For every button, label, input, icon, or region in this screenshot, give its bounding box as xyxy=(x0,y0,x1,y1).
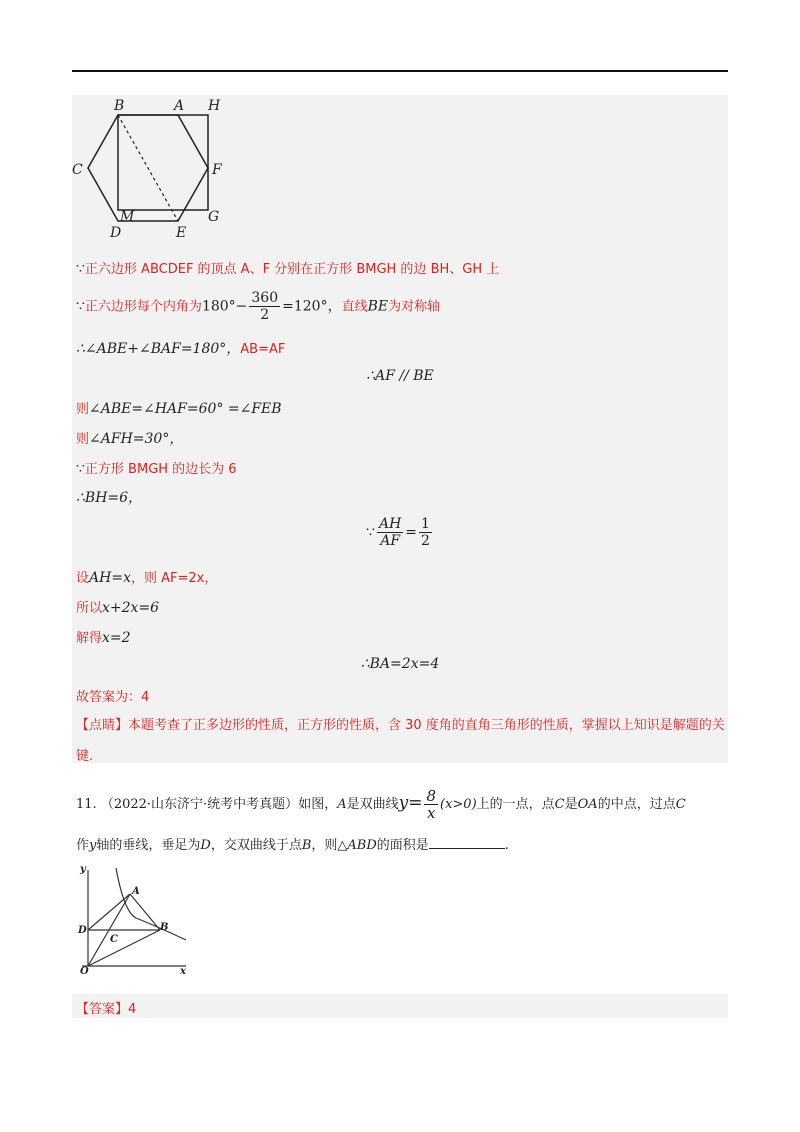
question-text: 是 xyxy=(564,797,578,812)
solution-line-3 xyxy=(76,338,285,358)
math-var: A xyxy=(337,797,347,812)
line-text: 则 xyxy=(76,402,90,417)
solution-line-10 xyxy=(76,567,217,586)
solution-line-13: ∴BA=2x=4 xyxy=(360,656,440,672)
label-o: O xyxy=(80,966,89,977)
math-expr: x=2 xyxy=(102,630,131,646)
question-text: 轴的垂线，垂足为 xyxy=(96,838,201,853)
math-var: ABD xyxy=(347,838,377,853)
question-text: 上的一点，点 xyxy=(476,797,555,812)
question-text: 的中点，过点 xyxy=(597,797,676,812)
answer-panel xyxy=(72,994,728,1018)
label-c2: C xyxy=(110,934,118,945)
solution-line-2 xyxy=(76,290,440,323)
fraction-denominator: 2 xyxy=(421,533,430,549)
math-var: D xyxy=(200,838,211,853)
segment-ab xyxy=(130,894,160,930)
header-rule xyxy=(72,70,728,72)
label-g: G xyxy=(208,209,220,225)
math-expr: (x>0) xyxy=(440,797,477,812)
question-number: 11. xyxy=(76,797,97,812)
label-c: C xyxy=(72,162,83,178)
hyperbola-figure xyxy=(76,862,196,978)
question-text: ，则△ xyxy=(311,838,348,853)
line-text: 为对称轴 xyxy=(388,299,441,315)
fraction-denominator: 2 xyxy=(260,307,270,323)
fraction xyxy=(249,290,280,323)
math-var: C xyxy=(675,797,686,812)
line-text: 所以 xyxy=(76,601,103,616)
solution-line-9 xyxy=(0,516,800,549)
fraction-denominator: x xyxy=(427,804,436,822)
because-symbol: ∵ xyxy=(76,298,85,315)
line-text: 解得 xyxy=(76,631,103,646)
math-expr: x+2x=6 xyxy=(102,600,160,616)
dashed-line-be xyxy=(118,115,178,221)
solution-line-6 xyxy=(76,428,183,448)
label-y: y xyxy=(80,864,86,875)
label-f: F xyxy=(212,162,222,178)
solution-line-12 xyxy=(76,627,131,646)
question-source: （2022·山东济宁·统考中考真题） xyxy=(100,797,299,812)
line-text: 设 xyxy=(76,571,90,586)
label-x: x xyxy=(180,966,186,977)
label-m: M xyxy=(120,209,135,225)
fraction-numerator: AH xyxy=(378,516,402,532)
line-text: ，则 AF=2x， xyxy=(130,571,218,586)
question-text: 的面积是 xyxy=(376,838,429,853)
square-shape xyxy=(118,115,208,210)
math-expr: = xyxy=(405,524,418,541)
math-var: BE xyxy=(367,298,389,315)
line-text: 正方形 BMGH 的边长为 6 xyxy=(84,462,237,477)
solution-answer-line: 故答案为：4 xyxy=(76,690,150,705)
solution-line-7 xyxy=(76,458,237,477)
solution-line-4: ∴AF // BE xyxy=(366,368,434,384)
math-var: B xyxy=(301,838,312,853)
hyperbola-curve xyxy=(116,868,186,940)
tips-note: 【点睛】本题考查了正多边形的性质，正方形的性质，含 30 度角的直角三角形的性质，掌握以上知识是解题的关键. xyxy=(76,718,725,764)
fraction-denominator: AF xyxy=(380,533,401,549)
solution-line-1 xyxy=(76,258,499,277)
line-text: 则 xyxy=(76,432,90,447)
math-var: OA xyxy=(577,797,598,812)
solution-line-5 xyxy=(76,398,282,417)
label-b: B xyxy=(114,98,125,114)
question-text: 作 xyxy=(76,838,90,853)
fraction xyxy=(424,788,438,821)
answer-text: 【答案】4 xyxy=(76,1002,137,1017)
line-text: AB=AF xyxy=(240,342,286,357)
math-expr: =120°， xyxy=(282,298,342,315)
question-text: . xyxy=(504,838,509,853)
math-expr: y= xyxy=(398,793,423,813)
math-expr: ∴∠ABE+∠BAF=180°， xyxy=(76,341,241,357)
solution-line-11 xyxy=(76,597,159,616)
label-a: A xyxy=(174,98,185,114)
question-text: 如图， xyxy=(298,797,338,812)
question-text: 是双曲线 xyxy=(346,797,399,812)
because-symbol: ∵ xyxy=(76,261,85,277)
answer-blank xyxy=(429,836,505,849)
math-expr: 180°− xyxy=(201,298,248,315)
label-b2: B xyxy=(160,922,169,933)
line-text: 正六边形每个内角为 xyxy=(84,299,202,315)
fraction-numerator: 8 xyxy=(426,787,437,805)
question-line-2 xyxy=(76,834,509,853)
label-h: H xyxy=(208,98,221,114)
math-expr: AH=x xyxy=(89,570,131,586)
math-var: C xyxy=(554,797,565,812)
because-symbol: ∵ xyxy=(76,461,85,477)
fraction xyxy=(419,516,432,549)
math-expr: ∠AFH=30°， xyxy=(89,431,184,447)
question-line-1 xyxy=(76,788,686,821)
label-d: D xyxy=(110,225,122,241)
fraction-numerator: 1 xyxy=(421,516,430,532)
line-text: 直线 xyxy=(341,299,368,315)
line-text: 正六边形 ABCDEF 的顶点 A、F 分别在正方形 BMGH 的边 BH、GH 上 xyxy=(84,262,500,277)
label-e: E xyxy=(176,225,187,241)
hexagon-square-figure xyxy=(70,95,250,245)
solution-line-8: ∴BH=6， xyxy=(76,490,143,506)
label-d2: D xyxy=(78,925,87,936)
question-text: ，交双曲线于点 xyxy=(210,838,302,853)
segment-da xyxy=(88,894,130,930)
fraction xyxy=(377,516,403,549)
fraction-numerator: 360 xyxy=(251,290,279,306)
because-symbol: ∵ xyxy=(366,524,375,541)
label-a2: A xyxy=(132,886,140,897)
math-expr: ∠ABE=∠HAF=60° =∠FEB xyxy=(89,401,282,417)
math-var: y xyxy=(89,838,97,853)
